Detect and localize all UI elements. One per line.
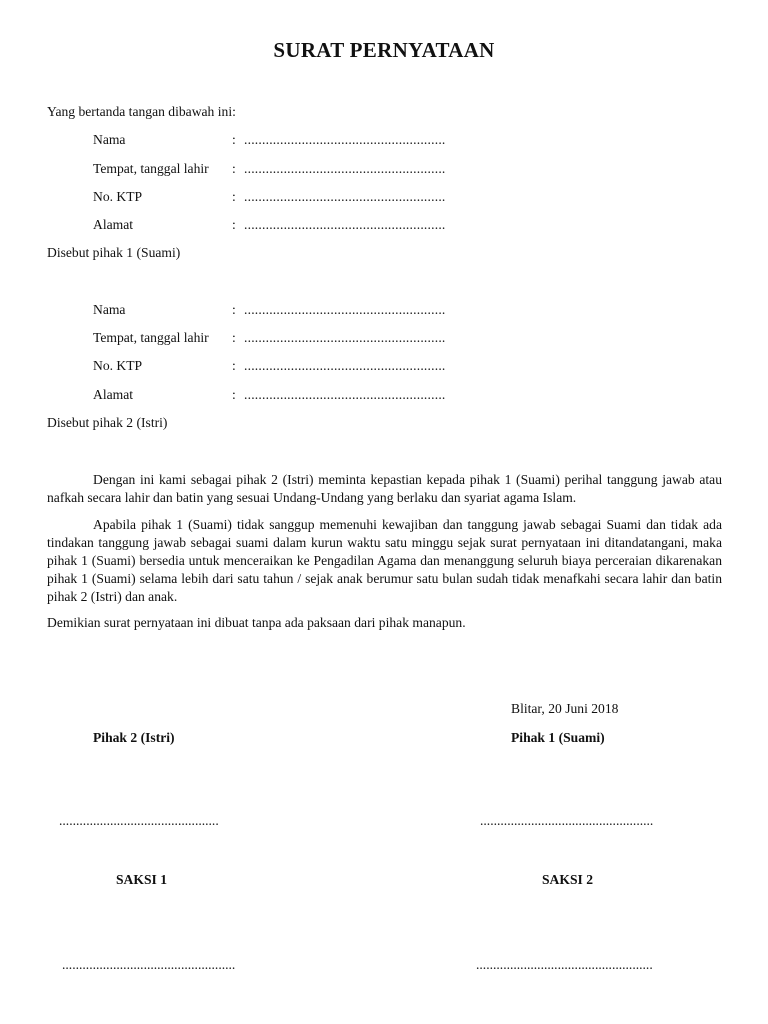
field-colon: : [232, 302, 236, 317]
field-fill-line: ........................................................ [244, 330, 446, 345]
field-colon: : [232, 161, 236, 176]
signature-line-pihak2: ............................................... [59, 813, 219, 828]
field-colon: : [232, 132, 236, 147]
field-colon: : [232, 217, 236, 232]
signatory-pihak1: Pihak 1 (Suami) [511, 730, 605, 745]
place-date: Blitar, 20 Juni 2018 [511, 701, 619, 716]
signature-line-saksi1: ................................................... [62, 957, 236, 972]
signatory-pihak2: Pihak 2 (Istri) [93, 730, 175, 745]
field-label-nama: Nama [93, 302, 126, 317]
field-fill-line: ........................................................ [244, 387, 446, 402]
field-fill-line: ........................................................ [244, 189, 446, 204]
field-fill-line: ........................................................ [244, 132, 446, 147]
paragraph-3-text: Demikian surat pernyataan ini dibuat tanpa ada paksaan dari pihak manapun. [47, 615, 466, 630]
paragraph-3 [47, 614, 722, 632]
field-fill-line: ........................................................ [244, 358, 446, 373]
witness-1-label: SAKSI 1 [116, 872, 167, 887]
field-label-alamat: Alamat [93, 387, 134, 402]
field-colon: : [232, 387, 236, 402]
field-fill-line: ........................................................ [244, 217, 446, 232]
field-label-ktp: No. KTP [93, 189, 143, 204]
paragraph-2-text: Apabila pihak 1 (Suami) tidak sanggup memenuhi kewajiban dan tanggung jawab sebagai Suami dan tidak ada tindakan tanggung jawab sebagai suami dalam kurun waktu satu minggu sejak surat pernyataan ini ditandatangani, maka pihak 1 (Suami) bersedia untuk menceraikan ke Pengadilan Agama dan menanggung seluruh biaya perceraian dikarenakan pihak 1 (Suami) selama lebih dari satu tahun / sejak anak berumur satu bulan sudah tidak menafkahi secara lahir dan batin pihak 2 (Istri) dan anak. [47, 517, 722, 604]
pihak1-caption: Disebut pihak 1 (Suami) [47, 245, 181, 260]
field-colon: : [232, 189, 236, 204]
pihak2-caption: Disebut pihak 2 (Istri) [47, 415, 168, 430]
field-label-ttl: Tempat, tanggal lahir [93, 161, 209, 176]
field-fill-line: ........................................................ [244, 302, 446, 317]
field-label-nama: Nama [93, 132, 126, 147]
paragraph-1 [47, 471, 722, 507]
intro-text: Yang bertanda tangan dibawah ini: [47, 104, 236, 119]
field-label-ttl: Tempat, tanggal lahir [93, 330, 209, 345]
document-title: SURAT PERNYATAAN [273, 38, 495, 62]
field-label-alamat: Alamat [93, 217, 134, 232]
signature-line-saksi2: .................................................... [476, 957, 653, 972]
field-fill-line: ........................................................ [244, 161, 446, 176]
field-colon: : [232, 358, 236, 373]
paragraph-2 [47, 516, 722, 606]
signature-line-pihak1: ................................................... [480, 813, 654, 828]
paragraph-1-text: Dengan ini kami sebagai pihak 2 (Istri) meminta kepastian kepada pihak 1 (Suami) perihal tanggung jawab atau nafkah secara lahir dan batin yang sesuai Undang-Undang yang berlaku dan syariat agama Islam. [47, 472, 722, 505]
witness-2-label: SAKSI 2 [542, 872, 593, 887]
field-label-ktp: No. KTP [93, 358, 143, 373]
field-colon: : [232, 330, 236, 345]
